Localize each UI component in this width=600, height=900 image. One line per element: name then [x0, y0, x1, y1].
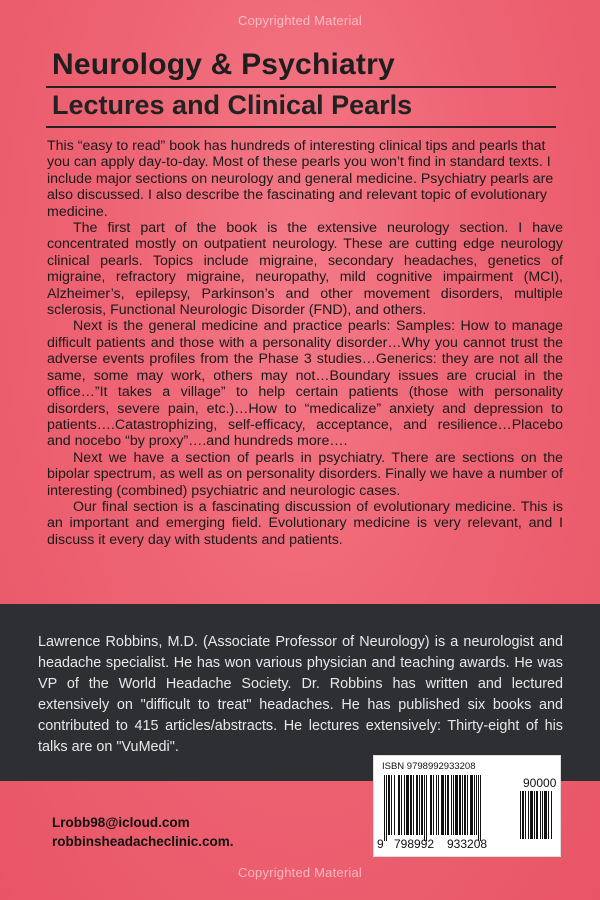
- barcode-bar: [398, 775, 400, 835]
- barcode-bar: [478, 775, 479, 841]
- barcode-bar: [433, 775, 434, 835]
- barcode-bar: [394, 775, 395, 835]
- barcode-bar: [528, 791, 529, 839]
- barcode-bar: [410, 775, 412, 835]
- barcode-bar: [540, 791, 541, 839]
- description-paragraph: This “easy to read” book has hundreds of interesting clinical tips and pearls that you can apply day-to-day. Most of these pearls you won’t find in standard texts. I include major sections on neurology and general medicine. Psychiatry pearls are also discussed. I also describe the fascinating and relevant topic of evolutionary medicine.: [47, 138, 554, 220]
- barcode-bar: [413, 775, 414, 835]
- description-paragraph: Next we have a section of pearls in psychiatry. There are sections on the bipolar spectrum, as well as on personality disorders. Finally we have a number of interesting (combined) psychiatric and neurologic cases.: [47, 449, 563, 499]
- barcode-bar: [384, 775, 385, 841]
- barcode-bar: [436, 775, 437, 835]
- barcode-bar: [520, 791, 521, 839]
- description-paragraph: Our final section is a fascinating discussion of evolutionary medicine. This is an important and emerging field. Evolutionary medicine is very relevant, and I discuss it every day with students and patients.: [47, 498, 563, 548]
- ean-digits-right: 933208: [447, 837, 488, 851]
- isbn-label: ISBN 9798992933208: [382, 761, 476, 772]
- barcode-bar: [426, 775, 427, 841]
- barcode-bar: [467, 775, 468, 835]
- barcode-bar: [459, 775, 461, 835]
- title-divider-top: [46, 86, 556, 88]
- barcode-bar: [453, 775, 454, 835]
- ean-digits-left: 798992: [394, 837, 435, 851]
- barcode-bar: [406, 775, 409, 835]
- description-paragraph: The first part of the book is the extensive neurology section. I have concentrated mostly on outpatient neurology. These are cutting edge neurology clinical pearls. Topics include migraine, secondary headaches, genetics of migraine, refractory migraine, neuropathy, mild cognitive impairment (MCI), Alzheimer’s, epilepsy, Parkinson’s and other movement disorders, multiple sclerosis, Functional Neurologic Disorder (FND), and others.: [47, 220, 563, 319]
- barcode-bar: [419, 775, 420, 835]
- contact-website: robbinsheadacheclinic.com.: [52, 834, 234, 849]
- contact-email: Lrobb98@icloud.com: [52, 815, 190, 830]
- barcode-bar: [424, 775, 425, 841]
- barcode-bar: [462, 775, 463, 835]
- barcode-bar: [430, 775, 432, 835]
- barcode-bar: [542, 791, 543, 839]
- book-title: Neurology & Psychiatry: [52, 48, 395, 81]
- barcode-bar: [451, 775, 452, 835]
- barcode-bar: [522, 791, 524, 839]
- book-description: [47, 138, 563, 548]
- barcode-bar: [386, 775, 387, 841]
- barcode-bar: [447, 775, 449, 835]
- barcode-bar: [551, 791, 552, 839]
- author-bio: Lawrence Robbins, M.D. (Associate Professor of Neurology) is a neurologist and headache specialist. He has won various physician and teaching awards. He was VP of the World Headache Society. Dr. Robbins has written and lectured extensively on "difficult to treat" headaches. He has published six books and contributed to 415 articles/abstracts. He lectures extensively: Thirty-eight of his talks are on "VuMedi".: [38, 634, 563, 755]
- barcode-bar: [455, 775, 458, 835]
- barcode-bar: [445, 775, 446, 835]
- barcode-bar: [470, 775, 473, 835]
- barcode-bar: [388, 775, 390, 835]
- barcode-bar: [548, 791, 549, 839]
- barcode-bar: [476, 775, 477, 835]
- ean-digit-prefix: 9: [377, 837, 384, 851]
- ean-barcode-bars: [384, 775, 499, 841]
- barcode-price-code: 90000: [523, 776, 557, 790]
- barcode-bar: [536, 791, 538, 839]
- barcode-bar: [438, 775, 439, 835]
- watermark-bottom: Copyrighted Material: [238, 865, 362, 880]
- barcode-bar: [474, 775, 475, 835]
- description-paragraph: Next is the general medicine and practice pearls: Samples: How to manage difficult patients and those with a personality disorder…Why you cannot trust the adverse events profiles from the Phase 3 studies…Generics: they are not all the same, some may work, others may not…Boundary issues are crucial in the office…”It takes a village” to help certain patients (those with personality disorders, severe pain, etc.)…How to “medicalize” anxiety and depression to patients….Catastrophizing, self-efficacy, acceptance, and resilience…Placebo and nocebo “by proxy”….and hundreds more….: [47, 318, 563, 450]
- barcode-bar: [391, 775, 392, 835]
- barcode-bar: [416, 775, 418, 835]
- barcode-bar: [464, 775, 466, 835]
- isbn-barcode: [373, 755, 561, 857]
- barcode-bar: [441, 775, 444, 835]
- barcode-bar: [544, 791, 547, 839]
- barcode-bar: [421, 775, 423, 835]
- watermark-top: Copyrighted Material: [238, 13, 362, 28]
- title-divider-bottom: [46, 126, 556, 128]
- barcode-bar: [530, 791, 533, 839]
- barcode-bar: [404, 775, 405, 835]
- author-contact: [52, 813, 234, 851]
- barcode-bar: [401, 775, 402, 835]
- addon-barcode-bars: [520, 791, 554, 840]
- barcode-bar: [525, 791, 526, 839]
- barcode-bar: [480, 775, 481, 841]
- book-subtitle: Lectures and Clinical Pearls: [52, 90, 413, 120]
- barcode-bar: [534, 791, 535, 839]
